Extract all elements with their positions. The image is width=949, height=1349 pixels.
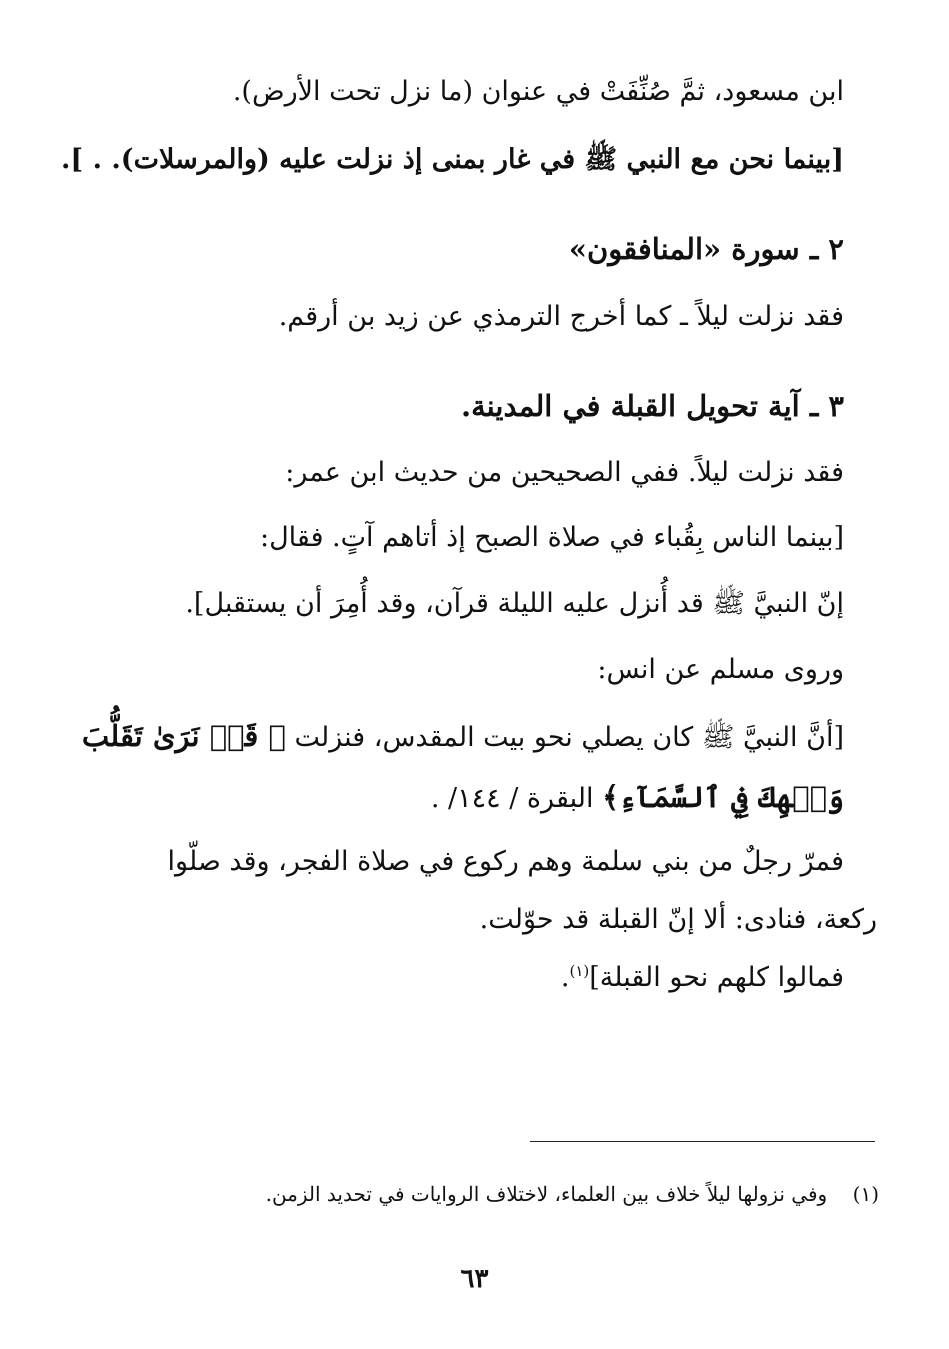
text-line-5-content: [بينما الناس بِقُباء في صلاة الصبح إذ أتاهم آتٍ. فقال: [259,522,844,553]
hadith-quote-1: [بينما نحن مع النبي ﷺ في غار بمنى إذ نزلت عليه (والمرسلات). . ]. [61,144,844,175]
text-line-12-end: . [560,962,570,993]
footnote-reference[interactable]: (١) [569,962,590,980]
footnote [266,1178,879,1210]
section-heading-2-text: ٢ ـ سورة «المنافقون» [568,232,844,266]
text-line-6 [185,584,844,624]
quran-verse-end: وَجۡهِكَ فِي ٱلسَّمَآءِ﴾ [602,780,844,814]
section-heading-3-text: ٣ ـ آية تحويل القبلة في المدينة. [461,389,844,423]
text-line-3 [279,297,844,337]
text-line-6-content: إنّ النبيَّ ﷺ قد أُنزل عليه الليلة قرآن، وقد أُمِرَ أن يستقبل]. [185,588,844,619]
text-line-10-content: فمرّ رجلٌ من بني سلمة وهم ركوع في صلاة الفجر، وقد صلّوا [167,846,844,877]
text-line-4-content: فقد نزلت ليلاً. ففي الصحيحين من حديث ابن عمر: [285,457,844,488]
text-line-1 [233,72,844,112]
text-line-1-content: ابن مسعود، ثمَّ صُنِّفَتْ في عنوان (ما نزل تحت الأرض). [232,76,844,107]
text-line-9 [431,777,844,819]
text-line-12 [561,958,844,998]
quran-verse-start: ﴿ قَدۡ نَرَىٰ تَقَلُّبَ [81,719,286,753]
text-line-7-content: وروى مسلم عن انس: [597,654,844,685]
text-line-8-content: [أنَّ النبيَّ ﷺ كان يصلي نحو بيت المقدس، فنزلت [294,722,844,753]
text-line-3-content: فقد نزلت ليلاً ـ كما أخرج الترمذي عن زيد بن أرقم. [278,301,844,332]
text-line-5 [260,518,844,558]
page-number: ٦٣ [460,1264,489,1294]
text-line-4 [285,453,844,493]
text-line-12-content: فمالوا كلهم نحو القبلة] [589,962,844,993]
text-line-8 [82,716,844,758]
footnote-text: وفي نزولها ليلاً خلاف بين العلماء، لاختلاف الروايات في تحديد الزمن. [265,1182,828,1206]
text-line-10 [168,842,844,882]
section-heading-2 [569,229,844,269]
text-line-2 [61,140,844,180]
footnote-marker: (١) [852,1182,879,1206]
quran-reference: البقرة / ١٤٤/ . [430,783,594,814]
text-line-11 [480,900,877,940]
text-line-7 [597,650,844,690]
footnote-separator [530,1141,875,1142]
section-heading-3 [461,386,844,426]
text-line-11-content: ركعة، فنادى: ألا إنّ القبلة قد حوّلت. [479,904,877,935]
